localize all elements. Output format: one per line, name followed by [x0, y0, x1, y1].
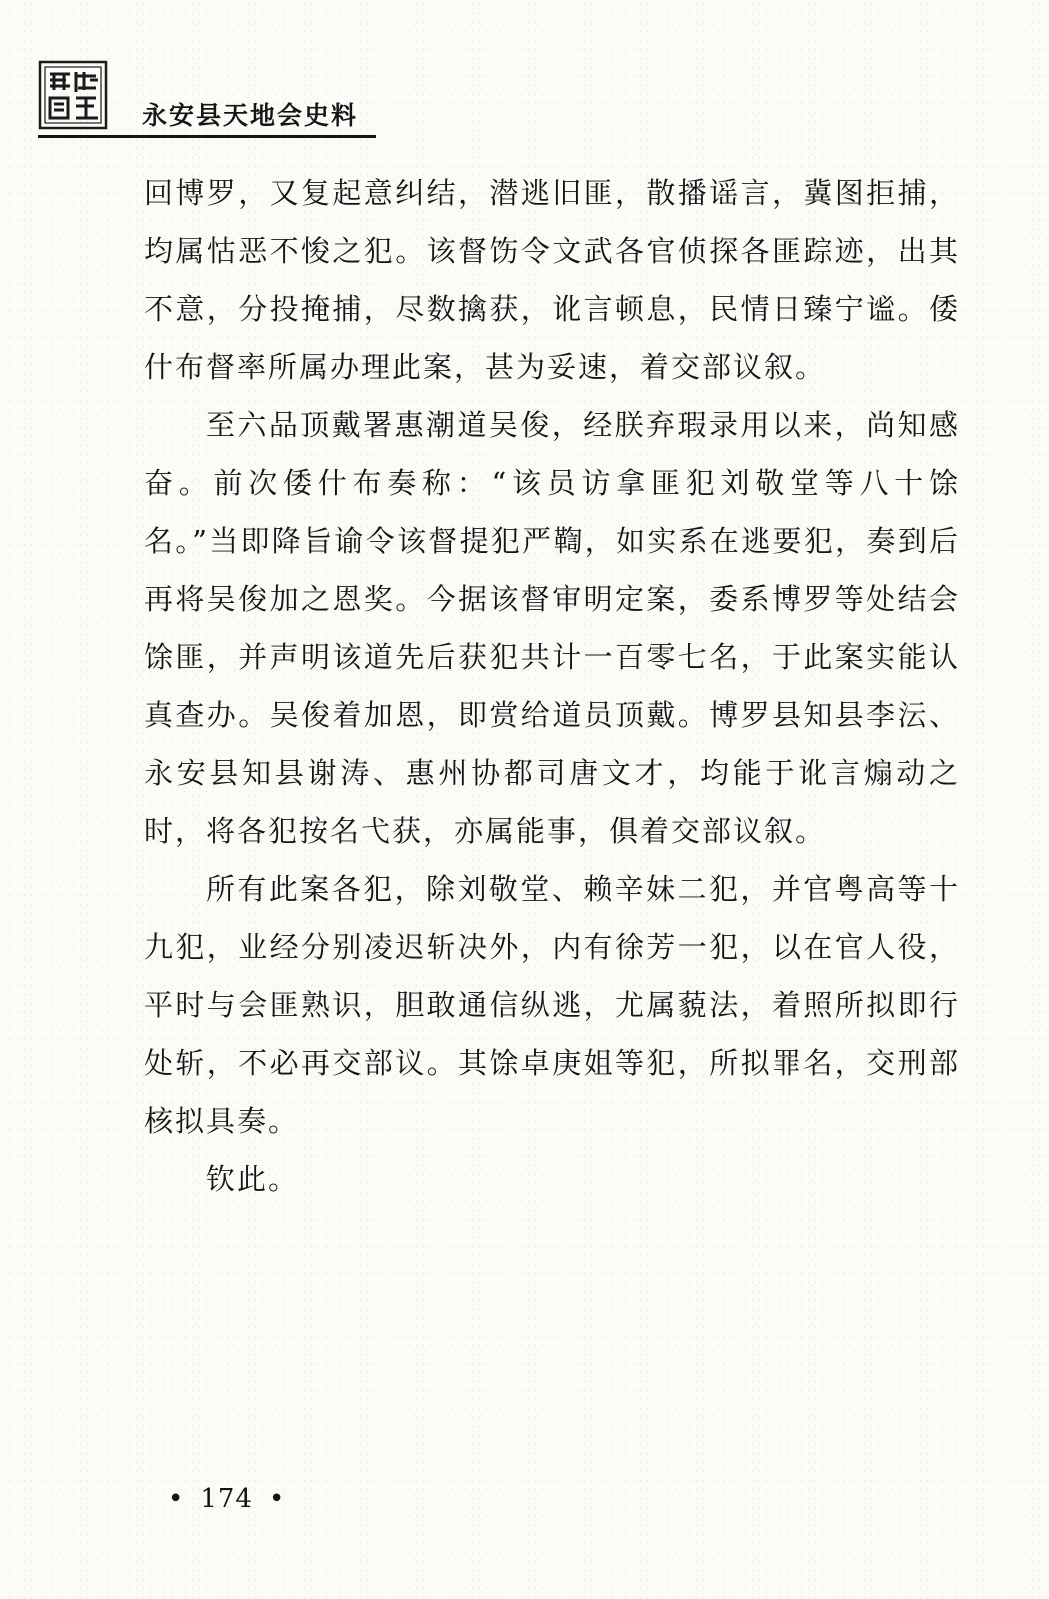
paragraph-2: 至六品顶戴署惠潮道吴俊，经朕弃瑕录用以来，尚知感奋。前次倭什布奏称：“该员访拿匪犯刘敬堂等八十馀名。”当即降旨谕令该督提犯严鞫，如实系在逃要犯，奏到后再将吴俊加之恩奖。今据该督审明定案，委系博罗等处结会馀匪，并声明该道先后获犯共计一百零七名，于此案实能认真查办。吴俊着加恩，即赏给道员顶戴。博罗县知县李沄、永安县知县谢涛、惠州协都司唐文才，均能于讹言煽动之时，将各犯按名弋获，亦属能事，俱着交部议叙。 [144, 408, 960, 848]
bullet-right: • [268, 1484, 286, 1514]
paragraph-4: 钦此。 [206, 1162, 300, 1196]
page-footer [160, 1484, 293, 1514]
body-text [144, 164, 960, 1208]
page-number: 174 [200, 1484, 253, 1514]
running-title: 永安县天地会史料 [142, 101, 359, 130]
seal-emblem-icon [38, 60, 108, 130]
bullet-left: • [168, 1484, 185, 1514]
paragraph-1: 回博罗，又复起意纠结，潜逃旧匪，散播谣言，冀图拒捕，均属怙恶不悛之犯。该督饬令文武各官侦探各匪踪迹，出其不意，分投掩捕，尽数擒获，讹言顿息，民情日臻宁谧。倭什布督率所属办理此案，甚为妥速，着交部议叙。 [144, 176, 960, 384]
paragraph-3: 所有此案各犯，除刘敬堂、赖辛妹二犯，并官粤高等十九犯，业经分别凌迟斩决外，内有徐芳一犯，以在官人役，平时与会匪熟识，胆敢通信纵逃，尤属藐法，着照所拟即行处斩，不必再交部议。其馀卓庚姐等犯，所拟罪名，交刑部核拟具奏。 [144, 872, 960, 1138]
header-rule [38, 135, 376, 138]
